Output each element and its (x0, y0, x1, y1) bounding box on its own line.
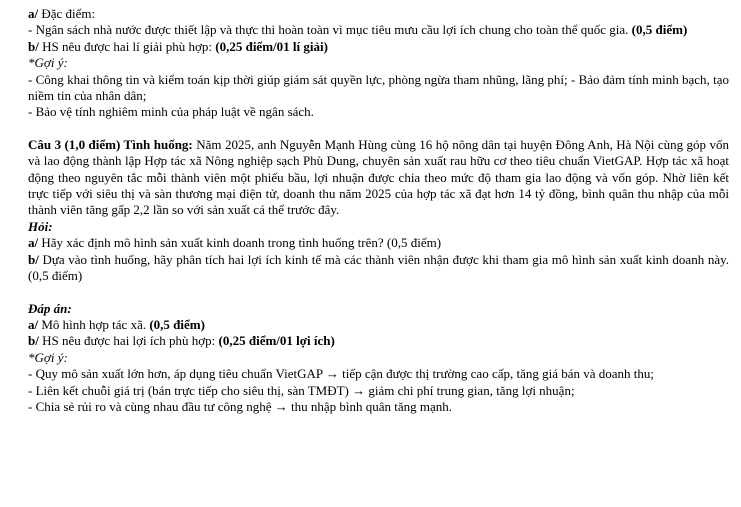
hint-label-2: *Gợi ý: (28, 349, 68, 365)
dapan-label: Đáp án: (28, 300, 72, 316)
answer-b-text: HS nêu được hai lợi ích phù hợp: (38, 333, 219, 349)
hint1-line2: - Bảo vệ tính nghiêm minh của pháp luật về ngân sách. (28, 104, 314, 120)
hint2-line2: - Liên kết chuỗi giá trị (bán trực tiếp cho siêu thị, sàn TMĐT) → giảm chi phí trung gian, tăng lợi nhuận; (28, 382, 575, 398)
spacer (28, 285, 729, 301)
hint1-line1: - Công khai thông tin và kiểm toán kịp thời giúp giám sát quyền lực, phòng ngừa tham nhũng, lãng phí; - Bảo đảm tính minh bạch, tạo niềm tin của nhân dân; (28, 71, 729, 104)
part-a-heading-text: Đặc điểm: (38, 6, 96, 21)
part-a-letter: a/ (28, 6, 39, 21)
answer-b (28, 333, 729, 349)
question-a (28, 235, 729, 251)
question-3-body: Năm 2025, anh Nguyễn Mạnh Hùng cùng 16 hộ nông dân tại huyện Đông Anh, Hà Nội cùng góp vốn và lao động thành lập Hợp tác xã Nông nghiệp sạch Phù Dung, chuyên sản xuất rau hữu cơ theo tiêu chuẩn VietGAP. Hợp tác xã hoạt động theo nguyên tắc mỗi thành viên một phiếu bầu, lợi nhuận được chia theo mức độ tham gia lao động và vốn góp. Nhờ liên kết trực tiếp với siêu thị và sàn thương mại điện tử, doanh thu năm 2025 của hợp tác xã đạt hơn 14 tỷ đồng, bình quân thu nhập của mỗi thành viên tăng gấp 2,2 lần so với sản xuất cá thể trước đây. (28, 136, 729, 218)
question-a-text: Hãy xác định mô hình sản xuất kinh doanh trong tình huống trên? (0,5 điểm) (38, 235, 442, 251)
spacer (28, 121, 729, 137)
part-a-bullet (28, 22, 729, 38)
question-3 (28, 137, 729, 219)
question-3-title: Câu 3 (1,0 điểm) Tình huống: (28, 136, 193, 152)
hint2-line1: - Quy mô sản xuất lớn hơn, áp dụng tiêu chuẩn VietGAP → tiếp cận được thị trường cao cấp, tăng giá bán và doanh thu; (28, 366, 655, 382)
question-b (28, 252, 729, 285)
part-a-score: (0,5 điểm) (631, 22, 688, 38)
question-a-letter: a/ (28, 235, 39, 251)
part-a-bullet-text: - Ngân sách nhà nước được thiết lập và thực thi hoàn toàn vì mục tiêu mưu cầu lợi ích chung cho toàn thể quốc gia. (28, 22, 632, 38)
part-a-heading (28, 6, 729, 22)
answer-b-score: (0,25 điểm/01 lợi ích) (218, 333, 335, 349)
answer-a-letter: a/ (28, 316, 39, 332)
answer-a (28, 317, 729, 333)
answer-a-text: Mô hình hợp tác xã. (38, 316, 150, 332)
hoi-label: Hỏi: (28, 218, 53, 234)
hint2-line3: - Chia sẻ rủi ro và cùng nhau đầu tư công nghệ → thu nhập bình quân tăng mạnh. (28, 398, 453, 414)
question-b-text: Dựa vào tình huống, hãy phân tích hai lợi ích kinh tế mà các thành viên nhận được khi tham gia mô hình sản xuất kinh doanh này. (0,5 điểm) (28, 251, 729, 284)
hint-label-1: *Gợi ý: (28, 55, 68, 71)
question-b-letter: b/ (28, 251, 39, 267)
part-b-score: (0,25 điểm/01 lí giải) (215, 38, 328, 54)
part-b-text: HS nêu được hai lí giải phù hợp: (38, 38, 216, 54)
answer-a-score: (0,5 điểm) (149, 316, 205, 332)
part-b-line (28, 39, 729, 55)
answer-b-letter: b/ (28, 333, 39, 349)
part-b-letter: b/ (28, 38, 39, 54)
